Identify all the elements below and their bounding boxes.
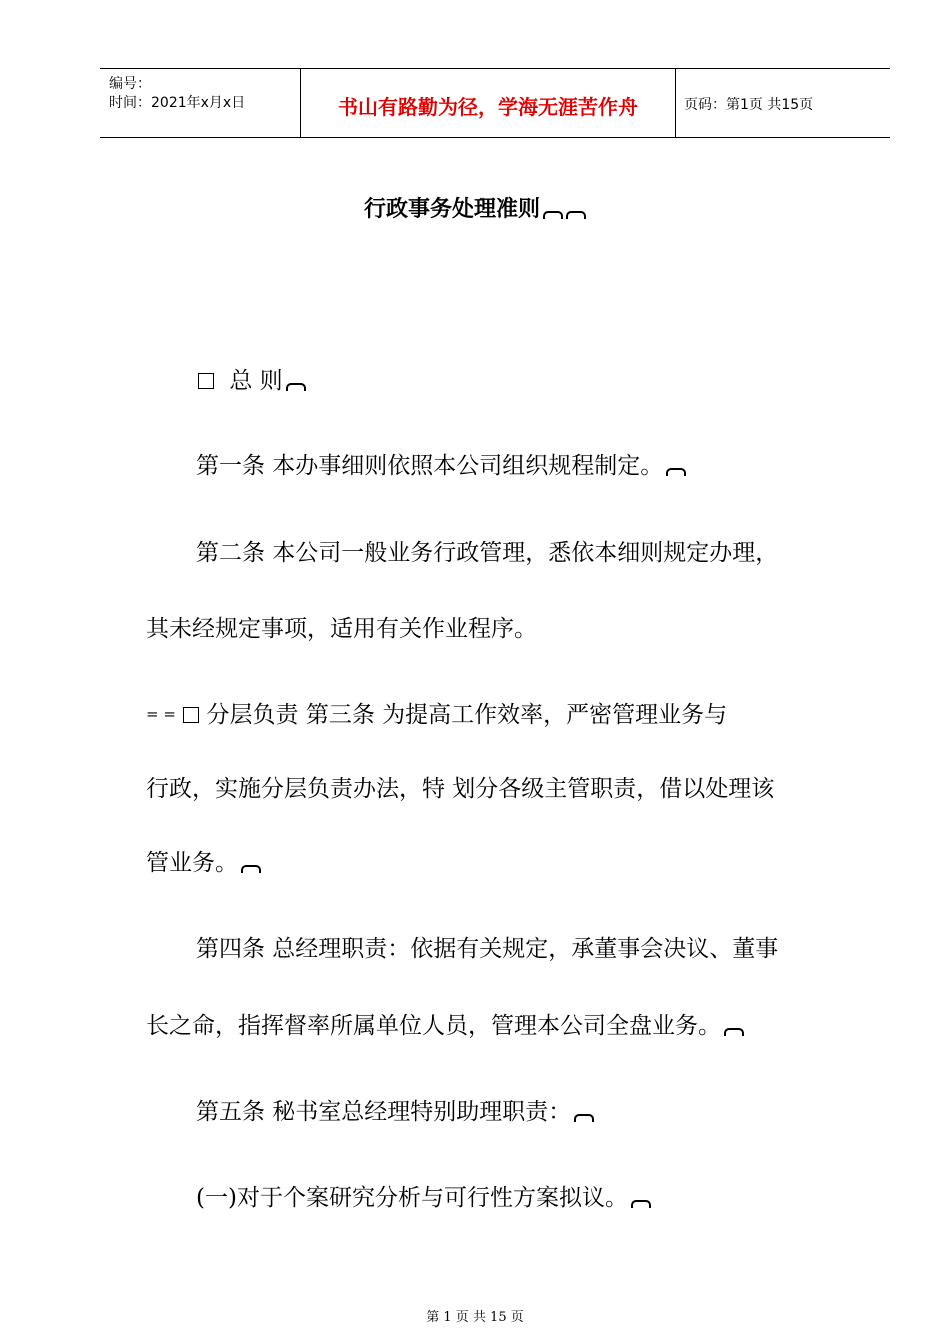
paragraph-mark-icon bbox=[286, 383, 306, 391]
paragraph-text: 第二条 本公司一般业务行政管理，悉依本细则规定办理， bbox=[196, 540, 779, 566]
section-heading bbox=[198, 370, 306, 393]
document-header bbox=[100, 68, 890, 138]
paragraph-text: 分层负责 第三条 为提高工作效率，严密管理业务与 bbox=[199, 702, 728, 728]
paragraph bbox=[146, 618, 537, 641]
paragraph bbox=[196, 938, 778, 961]
page-footer: 第 1 页 共 15 页 bbox=[426, 1310, 524, 1325]
header-page-cell bbox=[676, 69, 890, 137]
paragraph bbox=[196, 542, 778, 565]
number-label: 编号： bbox=[109, 76, 151, 92]
paragraph bbox=[146, 704, 727, 727]
paragraph bbox=[146, 778, 774, 801]
document-title bbox=[0, 192, 950, 223]
paragraph bbox=[196, 1187, 651, 1210]
paragraph bbox=[196, 455, 686, 478]
paragraph-text: (一)对于个案研究分析与可行性方案拟议。 bbox=[196, 1185, 628, 1211]
paragraph-text: 管业务。 bbox=[146, 850, 238, 876]
paragraph bbox=[146, 1015, 744, 1038]
paragraph-mark-icon bbox=[631, 1200, 651, 1208]
paragraph-mark-icon bbox=[543, 211, 563, 219]
paragraph-mark-icon bbox=[241, 865, 261, 873]
paragraph-text: 第四条 总经理职责：依据有关规定，承董事会决议、董事 bbox=[196, 936, 779, 962]
header-meta-cell bbox=[100, 69, 301, 137]
motto: 书山有路勤为径，学海无涯苦作舟 bbox=[338, 95, 638, 119]
paragraph-text: 第一条 本办事细则依照本公司组织规程制定。 bbox=[196, 453, 664, 479]
paragraph-text: 行政，实施分层负责办法，特 划分各级主管职责，借以处理该 bbox=[146, 776, 775, 802]
paragraph-mark-icon bbox=[724, 1028, 744, 1036]
paragraph-text: 其未经规定事项，适用有关作业程序。 bbox=[146, 616, 537, 642]
paragraph-text: 长之命，指挥督率所属单位人员，管理本公司全盘业务。 bbox=[146, 1013, 721, 1039]
paragraph-mark-icon bbox=[666, 468, 686, 476]
paragraph bbox=[146, 852, 261, 875]
paragraph bbox=[196, 1101, 594, 1124]
checkbox-glyph-icon bbox=[198, 373, 214, 389]
page-info: 页码：第1页 共15页 bbox=[684, 97, 814, 113]
title-text: 行政事务处理准则 bbox=[363, 197, 540, 222]
paragraph-text: 第五条 秘书室总经理特别助理职责： bbox=[196, 1099, 572, 1125]
paragraph-mark-icon bbox=[566, 211, 586, 219]
header-motto-cell bbox=[301, 69, 676, 137]
checkbox-glyph-icon bbox=[183, 707, 199, 723]
section-heading-text: 总 则 bbox=[229, 368, 283, 394]
bullet-prefix: = = bbox=[146, 705, 176, 723]
date-line: 时间：2021年x月x日 bbox=[109, 95, 246, 111]
paragraph-mark-icon bbox=[574, 1114, 594, 1122]
